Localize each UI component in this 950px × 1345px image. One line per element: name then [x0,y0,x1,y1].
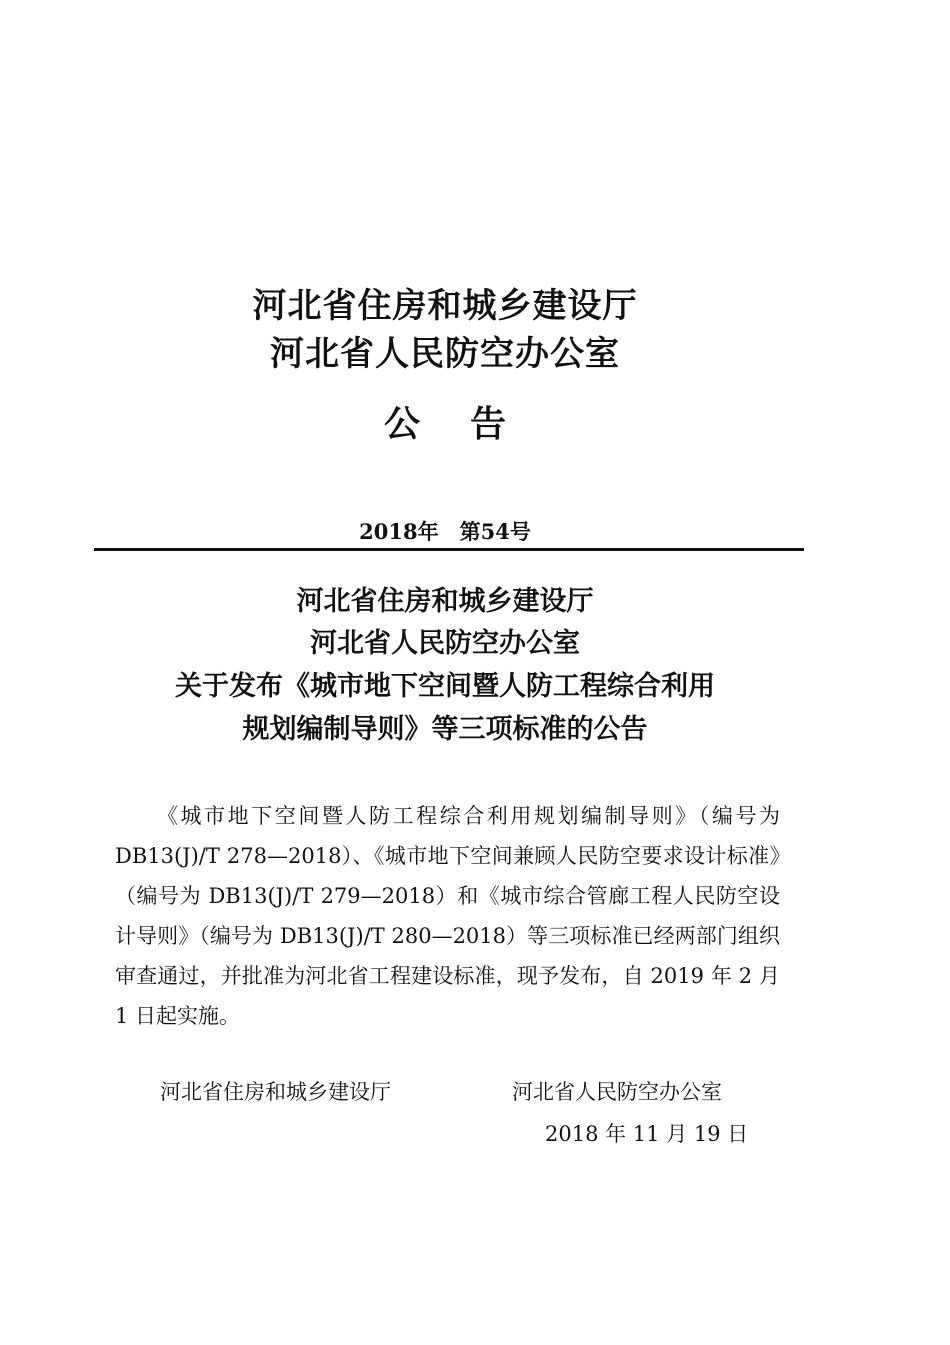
document-title-line-2: 河北省人民防空办公室 [310,628,580,659]
header-divider [94,548,804,551]
document-title-line-3: 关于发布《城市地下空间暨人防工程综合利用 [175,671,715,702]
document-title-line-1: 河北省住房和城乡建设厅 [296,586,594,617]
announcement-paragraph: 《城市地下空间暨人防工程综合利用规划编制导则》（编号为 DB13(J)/T 278—2018）、《城市地下空间兼顾人民防空要求设计标准》（编号为 DB13(J)/T 279—2018）和《城市综合管廊工程人民防空设计导则》（编号为 DB13(J)/T 280—2018）等三项标准已经两部门组织审查通过，并批准为河北省工程建设标准，现予发布，自 2019 年 2 月 1 日起实施。 [115,804,780,1028]
issuer-name-housing-department: 河北省住房和城乡建设厅 [252,286,638,326]
notice-heading [0,396,890,447]
signature-civil-air-defense-office: 河北省人民防空办公室 [512,1080,722,1104]
issuer-name-civil-air-defense-office: 河北省人民防空办公室 [270,334,620,374]
issue-number: 2018年 第54号 [359,519,531,544]
announcement-body [115,796,780,1036]
document-title-line-4: 规划编制导则》等三项标准的公告 [242,714,648,745]
signature-housing-department: 河北省住房和城乡建设厅 [160,1080,391,1104]
notice-heading-char-2: 告 [470,404,507,445]
signature-date: 2018 年 11 月 19 日 [545,1122,749,1146]
notice-heading-char-1: 公 [383,404,420,445]
